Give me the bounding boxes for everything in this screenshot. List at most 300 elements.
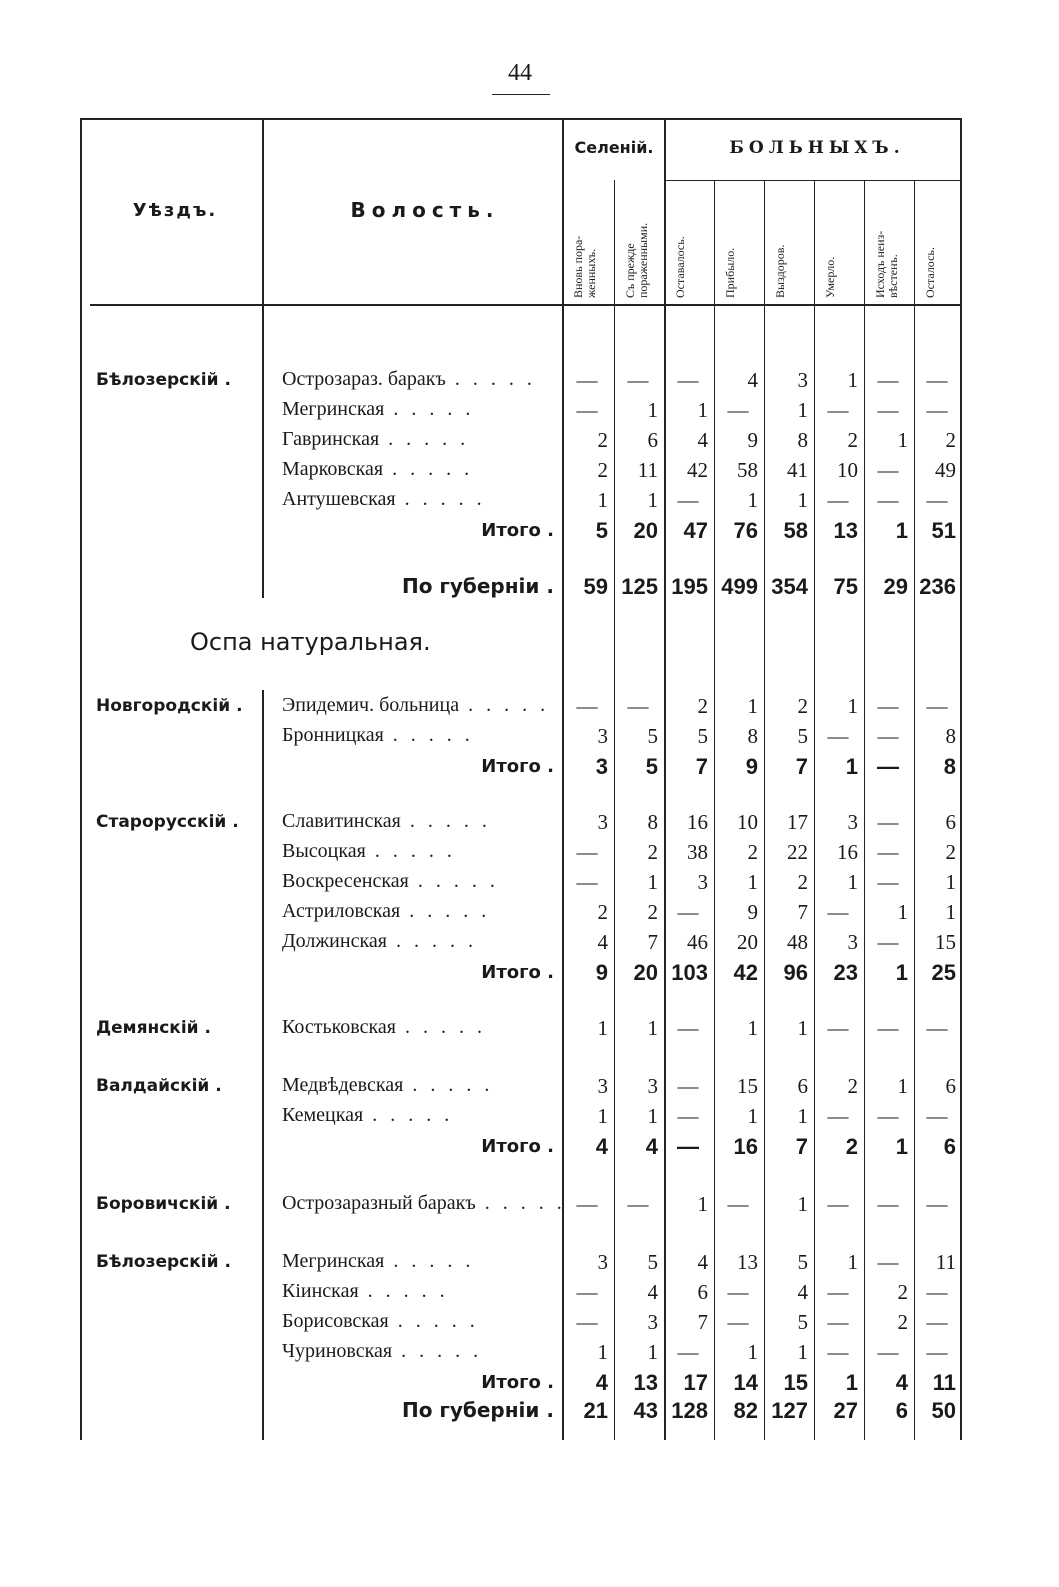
leader-dots: . . . . . — [388, 1310, 479, 1332]
uezd-name: Бѣлозерскій . — [96, 370, 231, 390]
uezd-name: Боровичскій . — [96, 1194, 231, 1214]
value-cell: 3 — [597, 810, 608, 834]
value-cell: 195 — [671, 574, 708, 599]
value-cell: — — [827, 1280, 849, 1304]
value-cell: 6 — [647, 428, 658, 452]
value-cell: 50 — [931, 1398, 956, 1423]
table-row — [80, 900, 962, 930]
leader-dots: . . . . . — [459, 694, 550, 716]
value-cell: 499 — [721, 574, 758, 599]
value-cell: 9 — [595, 960, 608, 985]
table-top-rule — [80, 118, 962, 120]
value-cell: — — [677, 488, 699, 512]
value-cell: — — [677, 1340, 699, 1364]
value-cell: 2 — [747, 840, 758, 864]
total-label: Итого . — [481, 756, 554, 777]
value-cell: 1 — [647, 870, 658, 894]
value-cell: 1 — [895, 1134, 908, 1159]
volost-name: Мегринская . . . . . — [282, 1250, 475, 1272]
value-cell: 1 — [747, 1340, 758, 1364]
value-cell: 1 — [597, 1016, 608, 1040]
value-cell: 59 — [583, 574, 608, 599]
value-cell: 1 — [847, 694, 858, 718]
value-cell: — — [727, 1310, 749, 1334]
value-cell: 1 — [797, 488, 808, 512]
value-cell: — — [877, 1340, 899, 1364]
value-cell: — — [877, 1016, 899, 1040]
total-label: Итого . — [481, 1136, 554, 1157]
value-cell: 15 — [935, 930, 956, 954]
value-cell: 3 — [847, 810, 858, 834]
value-cell: 58 — [737, 458, 758, 482]
value-cell: — — [576, 1192, 598, 1216]
value-cell: 1 — [895, 518, 908, 543]
value-cell: 8 — [943, 754, 956, 779]
value-cell: 23 — [833, 960, 858, 985]
value-cell: — — [677, 368, 699, 392]
value-cell: 5 — [595, 518, 608, 543]
volost-name: Астриловская . . . . . — [282, 900, 491, 922]
value-cell: — — [877, 930, 899, 954]
value-cell: — — [827, 724, 849, 748]
value-cell: 5 — [797, 1310, 808, 1334]
value-cell: — — [877, 870, 899, 894]
value-cell: 11 — [932, 1370, 956, 1395]
value-cell: 82 — [733, 1398, 758, 1423]
value-cell: 15 — [737, 1074, 758, 1098]
value-cell: 4 — [797, 1280, 808, 1304]
value-cell: 27 — [833, 1398, 858, 1423]
header-seleniy: Селеній. — [574, 138, 654, 157]
value-cell: 2 — [897, 1280, 908, 1304]
value-cell: 16 — [687, 810, 708, 834]
value-cell: — — [576, 694, 598, 718]
value-cell: — — [877, 754, 899, 779]
value-cell: 2 — [845, 1134, 858, 1159]
header-bolnykh: БОЛЬНЫХЪ. — [729, 138, 905, 158]
value-cell: 1 — [847, 1250, 858, 1274]
value-cell: 48 — [787, 930, 808, 954]
value-cell: 2 — [797, 870, 808, 894]
value-cell: 5 — [697, 724, 708, 748]
value-cell: — — [877, 1250, 899, 1274]
value-cell: 1 — [897, 900, 908, 924]
total-row — [80, 518, 962, 548]
value-cell: 1 — [747, 870, 758, 894]
uezd-name: Валдайскій . — [96, 1076, 222, 1096]
bolnykh-subrule — [664, 180, 962, 181]
value-cell: 1 — [697, 1192, 708, 1216]
value-cell: 2 — [945, 840, 956, 864]
value-cell: — — [926, 1340, 948, 1364]
value-cell: 1 — [797, 1104, 808, 1128]
table-row — [80, 1016, 962, 1046]
total-label: Итого . — [481, 1372, 554, 1393]
value-cell: 2 — [897, 1310, 908, 1334]
value-cell: 1 — [647, 1104, 658, 1128]
uezd-name: Новгородскій . — [96, 696, 243, 716]
volost-name: Бронницкая . . . . . — [282, 724, 474, 746]
value-cell: 4 — [747, 368, 758, 392]
value-cell: — — [926, 368, 948, 392]
value-cell: 7 — [797, 900, 808, 924]
value-cell: 7 — [697, 1310, 708, 1334]
value-cell: 1 — [945, 900, 956, 924]
table-row — [80, 840, 962, 870]
value-cell: 2 — [945, 428, 956, 452]
value-cell: 21 — [583, 1398, 608, 1423]
value-cell: 1 — [897, 428, 908, 452]
value-cell: 96 — [783, 960, 808, 985]
column-header: Выздоров. — [773, 244, 787, 298]
total-label: По губерніи . — [401, 574, 554, 598]
value-cell: 2 — [597, 458, 608, 482]
volost-name: Костьковская . . . . . — [282, 1016, 486, 1038]
value-cell: — — [727, 1280, 749, 1304]
value-cell: — — [877, 1104, 899, 1128]
value-cell: — — [727, 398, 749, 422]
value-cell: 17 — [683, 1370, 708, 1395]
table-row — [80, 368, 962, 398]
value-cell: 103 — [671, 960, 708, 985]
column-header: Оставалось. — [673, 236, 687, 298]
value-cell: 1 — [845, 754, 858, 779]
value-cell: 1 — [647, 1340, 658, 1364]
value-cell: — — [877, 840, 899, 864]
total-label: По губерніи . — [401, 1398, 554, 1422]
value-cell: — — [677, 1016, 699, 1040]
table-row — [80, 870, 962, 900]
value-cell: 11 — [935, 1250, 956, 1274]
value-cell: 7 — [795, 754, 808, 779]
value-cell: 2 — [597, 428, 608, 452]
total-row — [80, 1134, 962, 1164]
table-row — [80, 1250, 962, 1280]
value-cell: — — [827, 1016, 849, 1040]
value-cell: 3 — [597, 1250, 608, 1274]
value-cell: 6 — [797, 1074, 808, 1098]
value-cell: 38 — [687, 840, 708, 864]
value-cell: — — [877, 458, 899, 482]
table-row — [80, 694, 962, 724]
column-header: Вновь пора- женныхъ. — [571, 235, 598, 298]
value-cell: 3 — [847, 930, 858, 954]
value-cell: — — [827, 1340, 849, 1364]
volost-name: Острозаразный баракъ . . . . . — [282, 1192, 566, 1214]
total-row — [80, 1398, 962, 1428]
leader-dots: . . . . . — [386, 930, 477, 952]
table-row — [80, 724, 962, 754]
total-row — [80, 754, 962, 784]
value-cell: — — [926, 488, 948, 512]
value-cell: 6 — [945, 810, 956, 834]
total-label: Итого . — [481, 520, 554, 541]
column-header: Съ прежде пораженными. — [623, 222, 650, 298]
value-cell: 5 — [797, 1250, 808, 1274]
value-cell: 43 — [633, 1398, 658, 1423]
value-cell: 2 — [697, 694, 708, 718]
leader-dots: . . . . . — [400, 810, 491, 832]
leader-dots: . . . . . — [358, 1280, 449, 1302]
value-cell: 29 — [883, 574, 908, 599]
volost-name: Марковская . . . . . — [282, 458, 474, 480]
value-cell: 3 — [595, 754, 608, 779]
value-cell: — — [677, 1074, 699, 1098]
value-cell: 6 — [895, 1398, 908, 1423]
value-cell: 354 — [771, 574, 808, 599]
value-cell: — — [576, 398, 598, 422]
value-cell: 51 — [931, 518, 956, 543]
value-cell: 49 — [935, 458, 956, 482]
value-cell: — — [926, 398, 948, 422]
value-cell: 8 — [747, 724, 758, 748]
value-cell: 1 — [797, 1192, 808, 1216]
value-cell: — — [926, 1016, 948, 1040]
value-cell: 236 — [919, 574, 956, 599]
value-cell: — — [926, 694, 948, 718]
leader-dots: . . . . . — [383, 458, 474, 480]
value-cell: 4 — [895, 1370, 908, 1395]
value-cell: — — [576, 368, 598, 392]
leader-dots: . . . . . — [383, 724, 474, 746]
volost-name: Острозараз. баракъ . . . . . — [282, 368, 536, 390]
value-cell: 2 — [647, 900, 658, 924]
value-cell: 1 — [647, 398, 658, 422]
column-header: Исходъ неиз- вѣстенъ. — [873, 230, 900, 298]
header-bottom-rule — [90, 304, 962, 306]
value-cell: — — [926, 1104, 948, 1128]
value-cell: — — [877, 368, 899, 392]
table-row — [80, 458, 962, 488]
leader-dots: . . . . . — [403, 1074, 494, 1096]
volost-name: Должинская . . . . . — [282, 930, 477, 952]
value-cell: 20 — [633, 518, 658, 543]
value-cell: 15 — [783, 1370, 808, 1395]
value-cell: 7 — [647, 930, 658, 954]
value-cell: 75 — [833, 574, 858, 599]
value-cell: 1 — [597, 1340, 608, 1364]
value-cell: 3 — [597, 724, 608, 748]
header-uezd: Уѣздъ. — [132, 200, 218, 221]
leader-dots: . . . . . — [445, 368, 536, 390]
table-row — [80, 1104, 962, 1134]
value-cell: — — [627, 694, 649, 718]
value-cell: — — [827, 1104, 849, 1128]
page-number: 44 — [508, 60, 532, 86]
value-cell: — — [627, 1192, 649, 1216]
table-row — [80, 930, 962, 960]
value-cell: 17 — [787, 810, 808, 834]
value-cell: 1 — [945, 870, 956, 894]
total-label: Итого . — [481, 962, 554, 983]
value-cell: 5 — [647, 724, 658, 748]
value-cell: 42 — [687, 458, 708, 482]
uezd-name: Старорусскій . — [96, 812, 239, 832]
leader-dots: . . . . . — [379, 428, 470, 450]
volost-name: Чуриновская . . . . . — [282, 1340, 483, 1362]
value-cell: 16 — [837, 840, 858, 864]
value-cell: 4 — [697, 428, 708, 452]
value-cell: 3 — [647, 1310, 658, 1334]
value-cell: — — [827, 488, 849, 512]
value-cell: 10 — [837, 458, 858, 482]
value-cell: — — [877, 398, 899, 422]
value-cell: 58 — [783, 518, 808, 543]
value-cell: 6 — [697, 1280, 708, 1304]
value-cell: 13 — [833, 518, 858, 543]
value-cell: — — [827, 398, 849, 422]
value-cell: 1 — [797, 1340, 808, 1364]
value-cell: 42 — [733, 960, 758, 985]
volost-name: Борисовская . . . . . — [282, 1310, 479, 1332]
value-cell: 1 — [847, 870, 858, 894]
table-row — [80, 1310, 962, 1340]
value-cell: — — [926, 1310, 948, 1334]
volost-name: Кемецкая . . . . . — [282, 1104, 454, 1126]
value-cell: 3 — [797, 368, 808, 392]
value-cell: 20 — [633, 960, 658, 985]
value-cell: — — [877, 488, 899, 512]
volost-name: Славитинская . . . . . — [282, 810, 491, 832]
value-cell: 3 — [647, 1074, 658, 1098]
leader-dots: . . . . . — [395, 1016, 486, 1038]
value-cell: 2 — [597, 900, 608, 924]
value-cell: 8 — [945, 724, 956, 748]
value-cell: — — [677, 1104, 699, 1128]
column-header: Умерло. — [823, 256, 837, 298]
value-cell: 8 — [797, 428, 808, 452]
value-cell: 22 — [787, 840, 808, 864]
value-cell: 2 — [847, 428, 858, 452]
volost-name: Гавринская . . . . . — [282, 428, 470, 450]
value-cell: — — [627, 368, 649, 392]
table-row — [80, 398, 962, 428]
value-cell: — — [926, 1192, 948, 1216]
header-volost: Волость. — [350, 198, 500, 222]
value-cell: 13 — [633, 1370, 658, 1395]
value-cell: — — [877, 694, 899, 718]
value-cell: 3 — [597, 1074, 608, 1098]
leader-dots: . . . . . — [475, 1192, 566, 1214]
value-cell: 46 — [687, 930, 708, 954]
value-cell: 14 — [733, 1370, 758, 1395]
leader-dots: . . . . . — [365, 840, 456, 862]
value-cell: — — [576, 870, 598, 894]
value-cell: 6 — [945, 1074, 956, 1098]
total-row — [80, 574, 962, 604]
value-cell: 9 — [745, 754, 758, 779]
page-number-rule — [492, 94, 550, 95]
value-cell: — — [576, 1280, 598, 1304]
value-cell: 125 — [621, 574, 658, 599]
value-cell: 1 — [697, 398, 708, 422]
value-cell: — — [827, 1310, 849, 1334]
leader-dots: . . . . . — [384, 1250, 475, 1272]
value-cell: 4 — [645, 1134, 658, 1159]
value-cell: — — [926, 1280, 948, 1304]
volost-name: Кіинская . . . . . — [282, 1280, 449, 1302]
value-cell: 5 — [645, 754, 658, 779]
value-cell: 76 — [733, 518, 758, 543]
value-cell: 7 — [695, 754, 708, 779]
value-cell: 127 — [771, 1398, 808, 1423]
total-row — [80, 960, 962, 990]
value-cell: — — [677, 900, 699, 924]
column-header: Прибыло. — [723, 247, 737, 298]
value-cell: 5 — [647, 1250, 658, 1274]
value-cell: 2 — [647, 840, 658, 864]
value-cell: 2 — [797, 694, 808, 718]
uezd-name: Бѣлозерскій . — [96, 1252, 231, 1272]
value-cell: — — [827, 900, 849, 924]
value-cell: 1 — [897, 1074, 908, 1098]
value-cell: 1 — [647, 488, 658, 512]
table-row — [80, 1280, 962, 1310]
volost-name: Воскресенская . . . . . — [282, 870, 499, 892]
value-cell: 2 — [847, 1074, 858, 1098]
value-cell: 16 — [733, 1134, 758, 1159]
value-cell: — — [827, 1192, 849, 1216]
leader-dots: . . . . . — [363, 1104, 454, 1126]
value-cell: — — [576, 1310, 598, 1334]
value-cell: 1 — [845, 1370, 858, 1395]
value-cell: 1 — [895, 960, 908, 985]
value-cell: 1 — [797, 1016, 808, 1040]
value-cell: 6 — [943, 1134, 956, 1159]
value-cell: 7 — [795, 1134, 808, 1159]
leader-dots: . . . . . — [384, 398, 475, 420]
statistics-table — [80, 118, 962, 1440]
value-cell: 1 — [747, 488, 758, 512]
value-cell: 8 — [647, 810, 658, 834]
value-cell: 1 — [647, 1016, 658, 1040]
table-row — [80, 428, 962, 458]
uezd-name: Демянскій . — [96, 1018, 211, 1038]
table-row — [80, 1192, 962, 1222]
value-cell: 4 — [647, 1280, 658, 1304]
value-cell: 1 — [847, 368, 858, 392]
value-cell: 3 — [697, 870, 708, 894]
value-cell: 5 — [797, 724, 808, 748]
value-cell: — — [727, 1192, 749, 1216]
volost-name: Мегринская . . . . . — [282, 398, 475, 420]
value-cell: 1 — [747, 1016, 758, 1040]
value-cell: 1 — [747, 1104, 758, 1128]
section-title: Оспа натуральная. — [190, 628, 431, 656]
value-cell: 1 — [797, 398, 808, 422]
value-cell: 47 — [683, 518, 708, 543]
value-cell: 13 — [737, 1250, 758, 1274]
value-cell: 25 — [931, 960, 956, 985]
value-cell: — — [677, 1134, 699, 1159]
leader-dots: . . . . . — [392, 1340, 483, 1362]
value-cell: 10 — [737, 810, 758, 834]
leader-dots: . . . . . — [395, 488, 486, 510]
value-cell: 41 — [787, 458, 808, 482]
value-cell: 11 — [637, 458, 658, 482]
value-cell: 1 — [597, 488, 608, 512]
volost-name: Медвѣдевская . . . . . — [282, 1074, 494, 1096]
value-cell: — — [576, 840, 598, 864]
value-cell: 9 — [747, 900, 758, 924]
leader-dots: . . . . . — [400, 900, 491, 922]
volost-name: Антушевская . . . . . — [282, 488, 486, 510]
table-row — [80, 1340, 962, 1370]
value-cell: 1 — [597, 1104, 608, 1128]
value-cell: 1 — [747, 694, 758, 718]
column-header: Осталось. — [923, 247, 937, 298]
volost-name: Эпидемич. больница . . . . . — [282, 694, 550, 716]
